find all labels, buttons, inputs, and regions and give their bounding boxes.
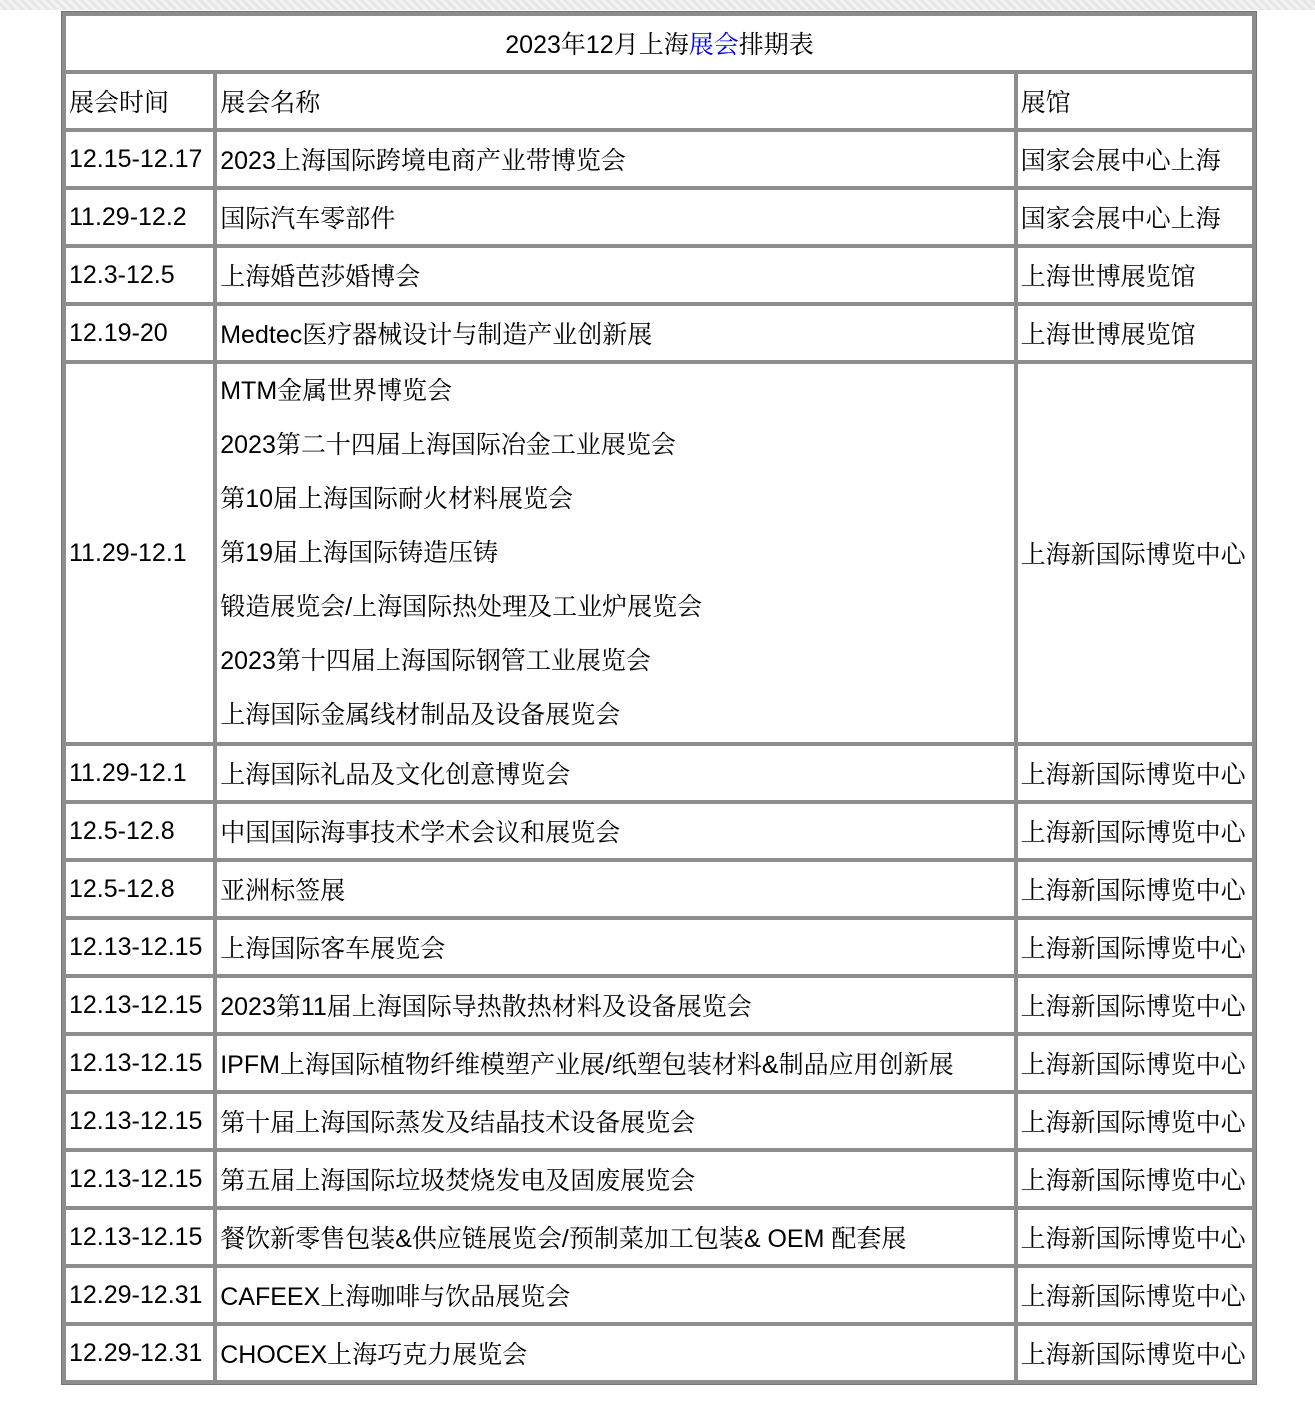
exhibition-name: 2023第二十四届上海国际冶金工业展览会 xyxy=(220,431,676,459)
table-row xyxy=(66,920,1252,974)
exhibition-name: 上海国际金属线材制品及设备展览会 xyxy=(220,701,621,729)
row-exhibition-names xyxy=(217,978,1013,1032)
exhibition-name: 2023上海国际跨境电商产业带博览会 xyxy=(220,147,626,175)
exhibition-name: Medtec医疗器械设计与制造产业创新展 xyxy=(220,321,653,349)
exhibition-name: 餐饮新零售包装&供应链展览会/预制菜加工包装& OEM 配套展 xyxy=(220,1225,907,1253)
exhibition-name: 第五届上海国际垃圾焚烧发电及固废展览会 xyxy=(220,1167,696,1195)
row-exhibition-names xyxy=(217,1268,1013,1322)
exhibition-name: 上海婚芭莎婚博会 xyxy=(220,263,421,291)
row-time: 12.29-12.31 xyxy=(66,1326,213,1380)
row-exhibition-names xyxy=(217,1210,1013,1264)
row-venue: 上海新国际博览中心 xyxy=(1018,1152,1252,1206)
row-time: 12.5-12.8 xyxy=(66,862,213,916)
row-venue: 上海新国际博览中心 xyxy=(1018,1210,1252,1264)
row-exhibition-names xyxy=(217,132,1013,186)
exhibition-name: 第19届上海国际铸造压铸 xyxy=(220,539,499,567)
table-row xyxy=(66,132,1252,186)
exhibition-name: CAFEEX上海咖啡与饮品展览会 xyxy=(220,1283,571,1311)
row-time: 12.13-12.15 xyxy=(66,978,213,1032)
table-row xyxy=(66,1094,1252,1148)
row-time: 12.13-12.15 xyxy=(66,920,213,974)
table-row xyxy=(66,862,1252,916)
row-venue: 上海新国际博览中心 xyxy=(1018,364,1252,742)
exhibition-name: 2023第11届上海国际导热散热材料及设备展览会 xyxy=(220,993,752,1021)
column-header-1: 展会名称 xyxy=(217,74,1013,128)
table-row xyxy=(66,248,1252,302)
exhibition-name: IPFM上海国际植物纤维模塑产业展/纸塑包装材料&制品应用创新展 xyxy=(220,1051,954,1079)
row-time: 11.29-12.1 xyxy=(66,364,213,742)
table-row xyxy=(66,306,1252,360)
row-venue: 上海新国际博览中心 xyxy=(1018,804,1252,858)
table-title xyxy=(66,16,1252,70)
exhibition-name: 2023第十四届上海国际钢管工业展览会 xyxy=(220,647,651,675)
row-exhibition-names xyxy=(217,364,1013,742)
row-exhibition-names xyxy=(217,1094,1013,1148)
title-text-prefix: 2023年12月上海 xyxy=(505,31,689,59)
row-exhibition-names xyxy=(217,746,1013,800)
row-exhibition-names xyxy=(217,804,1013,858)
exhibition-name: 锻造展览会/上海国际热处理及工业炉展览会 xyxy=(220,593,703,621)
row-exhibition-names xyxy=(217,920,1013,974)
row-venue: 上海新国际博览中心 xyxy=(1018,920,1252,974)
row-exhibition-names xyxy=(217,862,1013,916)
table-row xyxy=(66,1152,1252,1206)
exhibition-schedule-table xyxy=(61,11,1257,1385)
exhibition-name: 上海国际礼品及文化创意博览会 xyxy=(220,761,571,789)
row-exhibition-names xyxy=(217,1326,1013,1380)
exhibition-name: CHOCEX上海巧克力展览会 xyxy=(220,1341,528,1369)
exhibition-name: 国际汽车零部件 xyxy=(220,205,396,233)
title-link[interactable]: 展会 xyxy=(688,31,739,59)
table-row xyxy=(66,364,1252,742)
row-time: 12.15-12.17 xyxy=(66,132,213,186)
row-time: 11.29-12.2 xyxy=(66,190,213,244)
table-row xyxy=(66,978,1252,1032)
exhibition-name: 第十届上海国际蒸发及结晶技术设备展览会 xyxy=(220,1109,696,1137)
row-time: 12.19-20 xyxy=(66,306,213,360)
exhibition-name: 第10届上海国际耐火材料展览会 xyxy=(220,485,574,513)
table-row xyxy=(66,1036,1252,1090)
row-time: 12.13-12.15 xyxy=(66,1036,213,1090)
table-row xyxy=(66,190,1252,244)
page-top-stripe xyxy=(0,0,1315,10)
row-venue: 上海新国际博览中心 xyxy=(1018,862,1252,916)
row-venue: 上海新国际博览中心 xyxy=(1018,1094,1252,1148)
row-time: 12.29-12.31 xyxy=(66,1268,213,1322)
row-venue: 上海新国际博览中心 xyxy=(1018,1036,1252,1090)
exhibition-name: 上海国际客车展览会 xyxy=(220,935,446,963)
exhibition-name: MTM金属世界博览会 xyxy=(220,377,453,405)
table-row xyxy=(66,746,1252,800)
row-exhibition-names xyxy=(217,1152,1013,1206)
row-venue: 上海新国际博览中心 xyxy=(1018,746,1252,800)
column-header-0: 展会时间 xyxy=(66,74,213,128)
row-venue: 上海世博展览馆 xyxy=(1018,248,1252,302)
row-venue: 上海新国际博览中心 xyxy=(1018,1268,1252,1322)
title-row xyxy=(66,16,1252,70)
row-time: 12.13-12.15 xyxy=(66,1210,213,1264)
title-text-suffix: 排期表 xyxy=(738,31,814,59)
exhibition-name: 亚洲标签展 xyxy=(220,877,346,905)
row-venue: 上海新国际博览中心 xyxy=(1018,1326,1252,1380)
header-row xyxy=(66,74,1252,128)
row-exhibition-names xyxy=(217,306,1013,360)
row-venue: 上海新国际博览中心 xyxy=(1018,978,1252,1032)
row-time: 11.29-12.1 xyxy=(66,746,213,800)
table-row xyxy=(66,1326,1252,1380)
row-venue: 上海世博展览馆 xyxy=(1018,306,1252,360)
row-exhibition-names xyxy=(217,190,1013,244)
row-venue: 国家会展中心上海 xyxy=(1018,132,1252,186)
table-row xyxy=(66,1268,1252,1322)
column-header-2: 展馆 xyxy=(1018,74,1252,128)
row-time: 12.3-12.5 xyxy=(66,248,213,302)
exhibition-name: 中国国际海事技术学术会议和展览会 xyxy=(220,819,621,847)
row-time: 12.13-12.15 xyxy=(66,1094,213,1148)
row-time: 12.5-12.8 xyxy=(66,804,213,858)
table-row xyxy=(66,804,1252,858)
row-time: 12.13-12.15 xyxy=(66,1152,213,1206)
row-exhibition-names xyxy=(217,1036,1013,1090)
row-exhibition-names xyxy=(217,248,1013,302)
table-row xyxy=(66,1210,1252,1264)
row-venue: 国家会展中心上海 xyxy=(1018,190,1252,244)
